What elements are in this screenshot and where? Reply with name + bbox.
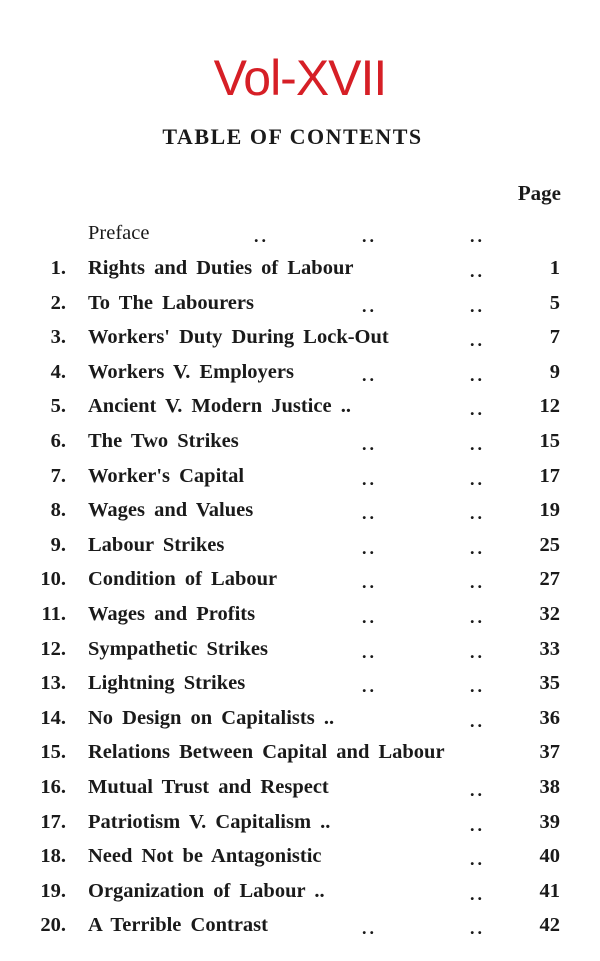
toc-entry-title: Mutual Trust and Respect <box>88 776 329 798</box>
toc-row <box>0 807 600 841</box>
dot-leader: .. <box>470 780 485 800</box>
dot-leader: .. <box>362 295 377 316</box>
toc-entry-number: 14. <box>40 706 66 729</box>
dot-leader: .. <box>470 434 485 454</box>
toc-entry-page: 1 <box>549 257 560 279</box>
dot-leader: .. <box>470 261 485 281</box>
dot-leader: .. <box>470 918 485 939</box>
volume-label: Vol-XVII <box>213 50 387 106</box>
toc-entry-number: 8. <box>50 499 66 522</box>
toc-row <box>0 322 600 356</box>
toc-entry-number: 2. <box>50 291 66 314</box>
dot-leader: .. <box>470 226 485 246</box>
dot-leader: .. <box>470 503 485 524</box>
toc-entry-number: 11. <box>41 603 66 625</box>
toc-row <box>0 876 600 910</box>
dot-leader: .. <box>362 572 377 593</box>
toc-entry-title: Labour Strikes <box>88 533 225 556</box>
toc-entry-title: To The Labourers <box>88 291 254 314</box>
toc-entry-number: 9. <box>50 533 66 556</box>
toc-entry-page: 19 <box>539 499 560 522</box>
toc-entry-page: 9 <box>549 360 560 383</box>
toc-entry-number: 18. <box>40 845 66 868</box>
toc-entry-number: 5. <box>50 395 66 418</box>
toc-row <box>0 391 600 425</box>
toc-row <box>0 530 600 564</box>
page-column-header: Page <box>517 181 561 205</box>
toc-entry-page: 39 <box>539 810 560 833</box>
toc-entry-number: 3. <box>50 326 66 349</box>
toc-entry-page: 33 <box>539 637 560 660</box>
toc-entry-title: Worker's Capital <box>88 464 245 487</box>
dot-leader: .. <box>362 918 377 939</box>
dot-leader: .. <box>362 537 377 558</box>
toc-entry-title: Relations Between Capital and Labour <box>88 741 445 764</box>
toc-entry-page: 35 <box>539 672 560 695</box>
toc-row-preface <box>0 218 600 252</box>
toc-entry-title: Preface <box>88 222 150 244</box>
toc-entry-title: The Two Strikes <box>88 430 239 452</box>
dot-leader: .. <box>470 295 485 316</box>
toc-entry-number: 15. <box>40 741 66 764</box>
toc-entry-page: 25 <box>539 533 560 556</box>
toc-row <box>0 703 600 737</box>
toc-entry-title: Patriotism V. Capitalism .. <box>88 810 331 833</box>
toc-row <box>0 426 600 460</box>
dot-leader: .. <box>470 364 485 385</box>
dot-leader: .. <box>362 364 377 385</box>
toc-entry-title: Condition of Labour <box>88 568 278 591</box>
toc-entry-title: No Design on Capitalists .. <box>88 706 335 729</box>
dot-leader: .. <box>470 330 485 351</box>
toc-entry-page: 15 <box>539 430 560 452</box>
dot-leader: .. <box>254 226 269 246</box>
toc-entry-page: 41 <box>539 879 560 902</box>
dot-leader: .. <box>362 676 377 697</box>
toc-entry-page: 42 <box>539 914 560 937</box>
dot-leader: .. <box>470 814 485 835</box>
dot-leader: .. <box>470 537 485 558</box>
toc-entry-number: 20. <box>40 914 66 937</box>
toc-row <box>0 910 600 944</box>
toc-row <box>0 599 600 633</box>
toc-row <box>0 288 600 322</box>
toc-entry-title: Rights and Duties of Labour <box>88 257 354 279</box>
toc-entry-page: 12 <box>539 395 560 418</box>
dot-leader: .. <box>362 607 377 627</box>
toc-entry-title: Workers' Duty During Lock-Out <box>88 326 389 349</box>
toc-row <box>0 564 600 598</box>
toc-entry-title: Sympathetic Strikes <box>88 637 268 660</box>
toc-row <box>0 461 600 495</box>
dot-leader: .. <box>470 607 485 627</box>
toc-row <box>0 737 600 771</box>
toc-row <box>0 841 600 875</box>
toc-entry-number: 1. <box>50 257 66 279</box>
toc-entry-page: 27 <box>539 568 560 591</box>
toc-entry-title: A Terrible Contrast <box>88 914 268 937</box>
toc-entry-page: 37 <box>539 741 560 764</box>
toc-entry-number: 10. <box>40 568 66 591</box>
toc-entry-title: Wages and Values <box>88 499 254 522</box>
dot-leader: .. <box>470 849 485 870</box>
toc-entry-number: 13. <box>40 672 66 695</box>
dot-leader: .. <box>362 434 377 454</box>
toc-row <box>0 634 600 668</box>
dot-leader: .. <box>470 641 485 662</box>
toc-entry-page: 5 <box>549 291 560 314</box>
toc-entry-page: 40 <box>539 845 560 868</box>
dot-leader: .. <box>470 572 485 593</box>
toc-row <box>0 668 600 702</box>
toc-row <box>0 357 600 391</box>
toc-entry-page: 36 <box>539 706 560 729</box>
toc-entry-number: 7. <box>50 464 66 487</box>
toc-row <box>0 253 600 287</box>
toc-entry-number: 16. <box>40 776 66 798</box>
dot-leader: .. <box>362 641 377 662</box>
dot-leader: .. <box>362 503 377 524</box>
toc-entry-title: Workers V. Employers <box>88 360 294 383</box>
toc-entry-page: 7 <box>549 326 560 349</box>
dot-leader: .. <box>470 399 485 420</box>
dot-leader: .. <box>470 710 485 731</box>
dot-leader: .. <box>362 468 377 489</box>
toc-entry-title: Wages and Profits <box>88 603 256 625</box>
toc-entry-page: 17 <box>539 464 560 487</box>
toc-entry-title: Need Not be Antagonistic <box>88 845 322 868</box>
toc-entry-title: Lightning Strikes <box>88 672 246 695</box>
toc-entry-number: 12. <box>40 637 66 660</box>
toc-entry-page: 32 <box>539 603 560 625</box>
toc-row <box>0 772 600 806</box>
dot-leader: .. <box>470 676 485 697</box>
toc-entry-number: 17. <box>40 810 66 833</box>
toc-entry-number: 19. <box>40 879 66 902</box>
toc-entry-number: 4. <box>50 360 66 383</box>
dot-leader: .. <box>362 226 377 246</box>
toc-entry-page: 38 <box>539 776 560 798</box>
toc-entry-title: Ancient V. Modern Justice .. <box>88 395 351 418</box>
dot-leader: .. <box>470 468 485 489</box>
toc-heading: TABLE OF CONTENTS <box>162 124 423 149</box>
toc-row <box>0 495 600 529</box>
toc-entry-title: Organization of Labour .. <box>88 879 325 902</box>
dot-leader: .. <box>470 883 485 904</box>
toc-entry-number: 6. <box>50 430 66 452</box>
